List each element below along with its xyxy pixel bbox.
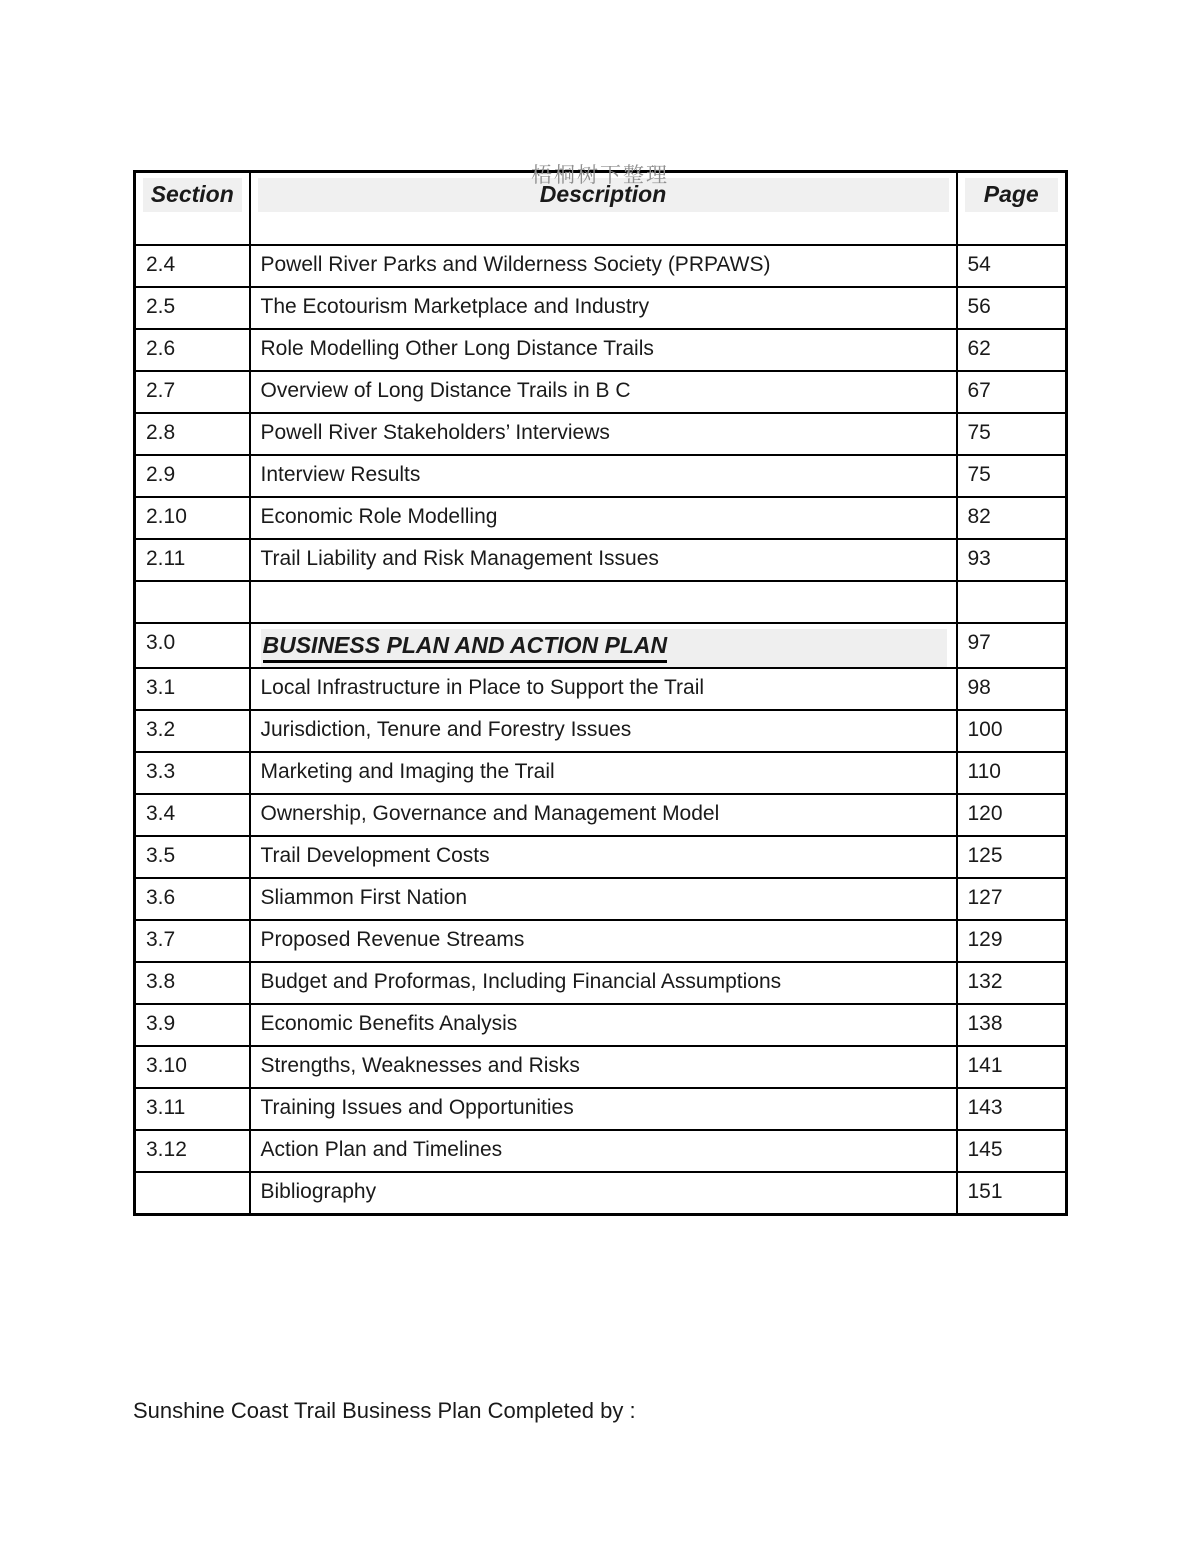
section-cell: 2.5 — [135, 287, 250, 329]
description-cell: Trail Development Costs — [250, 836, 957, 878]
description-cell: Economic Role Modelling — [250, 497, 957, 539]
description-cell: Sliammon First Nation — [250, 878, 957, 920]
emphasis-text: BUSINESS PLAN AND ACTION PLAN — [263, 632, 668, 663]
table-header-row — [135, 172, 1067, 246]
table-row — [135, 962, 1067, 1004]
description-cell: Local Infrastructure in Place to Support the Trail — [250, 668, 957, 710]
description-cell: Budget and Proformas, Including Financial Assumptions — [250, 962, 957, 1004]
section-cell: 3.7 — [135, 920, 250, 962]
section-cell: 3.11 — [135, 1088, 250, 1130]
description-cell: Ownership, Governance and Management Model — [250, 794, 957, 836]
table-row — [135, 1130, 1067, 1172]
table-row — [135, 245, 1067, 287]
table-row — [135, 329, 1067, 371]
page-cell: 62 — [957, 329, 1067, 371]
page-cell: 100 — [957, 710, 1067, 752]
page-cell: 129 — [957, 920, 1067, 962]
page-cell: 138 — [957, 1004, 1067, 1046]
page-cell: 93 — [957, 539, 1067, 581]
page-cell: 110 — [957, 752, 1067, 794]
table-row — [135, 710, 1067, 752]
page-cell: 125 — [957, 836, 1067, 878]
table-row — [135, 287, 1067, 329]
emphasis-highlight — [261, 629, 947, 667]
description-cell: Strengths, Weaknesses and Risks — [250, 1046, 957, 1088]
section-cell: 2.10 — [135, 497, 250, 539]
section-cell: 3.1 — [135, 668, 250, 710]
section-cell: 2.9 — [135, 455, 250, 497]
section-cell: 3.10 — [135, 1046, 250, 1088]
description-cell: The Ecotourism Marketplace and Industry — [250, 287, 957, 329]
description-header-label: Description — [258, 178, 949, 212]
section-header-label: Section — [143, 178, 242, 212]
toc-body — [135, 245, 1067, 1215]
page-cell: 97 — [957, 623, 1067, 668]
section-cell: 3.5 — [135, 836, 250, 878]
table-row — [135, 752, 1067, 794]
section-cell: 3.12 — [135, 1130, 250, 1172]
description-cell — [250, 623, 957, 668]
table-row-empty — [135, 581, 1067, 623]
page-cell: 145 — [957, 1130, 1067, 1172]
description-cell: Powell River Parks and Wilderness Society (PRPAWS) — [250, 245, 957, 287]
page-header-label: Page — [965, 178, 1059, 212]
table-row — [135, 371, 1067, 413]
table-row — [135, 1004, 1067, 1046]
page-cell: 141 — [957, 1046, 1067, 1088]
section-cell: 3.0 — [135, 623, 250, 668]
page-cell: 143 — [957, 1088, 1067, 1130]
description-cell: Role Modelling Other Long Distance Trails — [250, 329, 957, 371]
table-row — [135, 497, 1067, 539]
section-column-header — [135, 172, 250, 246]
description-cell: Jurisdiction, Tenure and Forestry Issues — [250, 710, 957, 752]
page-cell: 127 — [957, 878, 1067, 920]
description-cell: Marketing and Imaging the Trail — [250, 752, 957, 794]
description-cell: Training Issues and Opportunities — [250, 1088, 957, 1130]
watermark-text: 梧桐树下整理 — [531, 164, 669, 187]
page-cell: 132 — [957, 962, 1067, 1004]
description-cell — [250, 581, 957, 623]
table-row — [135, 836, 1067, 878]
page-cell: 75 — [957, 455, 1067, 497]
section-cell: 3.3 — [135, 752, 250, 794]
toc-table — [133, 170, 1068, 1216]
description-cell: Bibliography — [250, 1172, 957, 1215]
table-row — [135, 1046, 1067, 1088]
description-cell: Interview Results — [250, 455, 957, 497]
section-cell: 2.6 — [135, 329, 250, 371]
section-cell: 3.2 — [135, 710, 250, 752]
table-row — [135, 455, 1067, 497]
page-cell: 82 — [957, 497, 1067, 539]
page-cell: 98 — [957, 668, 1067, 710]
description-cell: Proposed Revenue Streams — [250, 920, 957, 962]
table-row — [135, 1088, 1067, 1130]
table-row — [135, 623, 1067, 668]
section-cell — [135, 581, 250, 623]
page-column-header — [957, 172, 1067, 246]
page-cell: 75 — [957, 413, 1067, 455]
section-cell: 3.4 — [135, 794, 250, 836]
description-cell: Economic Benefits Analysis — [250, 1004, 957, 1046]
page-cell — [957, 581, 1067, 623]
table-row — [135, 1172, 1067, 1215]
page-cell: 120 — [957, 794, 1067, 836]
section-cell: 2.4 — [135, 245, 250, 287]
section-cell: 2.8 — [135, 413, 250, 455]
completed-by-text: Sunshine Coast Trail Business Plan Completed by : — [133, 1398, 636, 1423]
table-row — [135, 539, 1067, 581]
section-cell: 2.11 — [135, 539, 250, 581]
table-row — [135, 878, 1067, 920]
section-cell: 2.7 — [135, 371, 250, 413]
page-cell: 67 — [957, 371, 1067, 413]
description-cell: Overview of Long Distance Trails in B C — [250, 371, 957, 413]
table-row — [135, 920, 1067, 962]
section-cell: 3.6 — [135, 878, 250, 920]
table-row — [135, 668, 1067, 710]
table-row — [135, 413, 1067, 455]
page-cell: 54 — [957, 245, 1067, 287]
description-cell: Trail Liability and Risk Management Issues — [250, 539, 957, 581]
section-cell: 3.8 — [135, 962, 250, 1004]
description-cell: Powell River Stakeholders’ Interviews — [250, 413, 957, 455]
section-cell — [135, 1172, 250, 1215]
page-cell: 151 — [957, 1172, 1067, 1215]
description-column-header — [250, 172, 957, 246]
table-row — [135, 794, 1067, 836]
toc-header-row — [135, 172, 1067, 246]
section-cell: 3.9 — [135, 1004, 250, 1046]
description-cell: Action Plan and Timelines — [250, 1130, 957, 1172]
page-cell: 56 — [957, 287, 1067, 329]
